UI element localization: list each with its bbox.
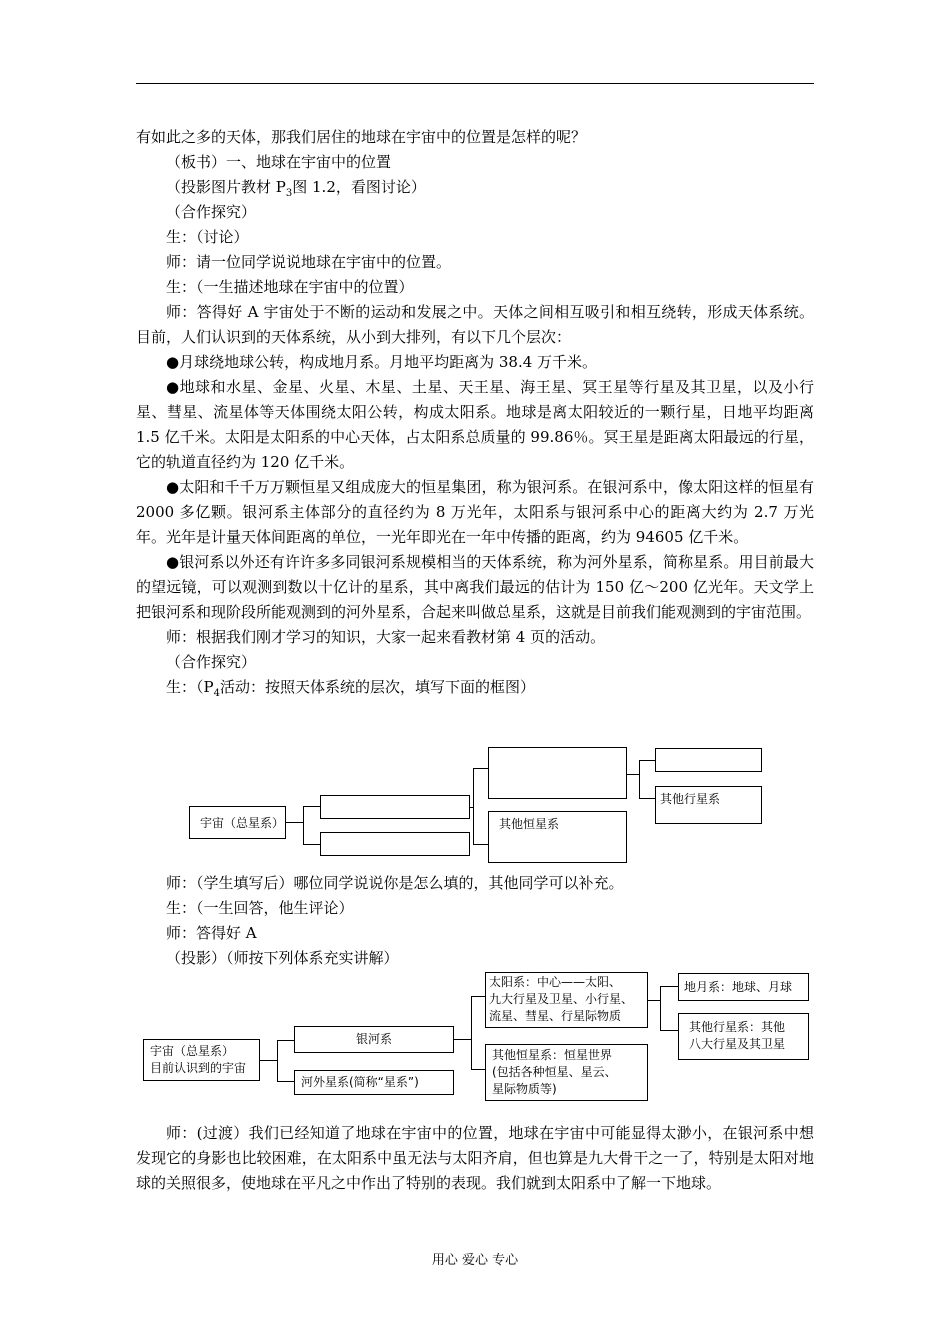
connector-line: [277, 1040, 294, 1041]
blank-box-solar-system: [488, 747, 627, 799]
paragraph: ●月球绕地球公转，构成地月系。月地平均距离为 38.4 万千米。: [166, 353, 598, 371]
solar-system-label: 太阳系：中心——太阳、: [489, 975, 622, 989]
paragraph: 生：（一生描述地球在宇宙中的位置）: [166, 278, 414, 296]
connector-line: [303, 806, 304, 844]
blank-box-earth-moon: [655, 748, 762, 772]
connector-line: [660, 986, 678, 987]
connector-line: [454, 1039, 471, 1040]
connector-line: [660, 1030, 678, 1031]
connector-line: [627, 774, 639, 775]
extragalactic-box: 河外星系(简称“星系”): [294, 1070, 454, 1095]
universe-label: 宇宙（总星系）: [150, 1044, 235, 1058]
connector-line: [260, 1060, 277, 1061]
body-text-mid: [136, 871, 814, 971]
page-footer: 用心 爱心 专心: [431, 1253, 519, 1268]
paragraph: 生：（$P_4$活动：按照天体系统的层次，填写下面的框图）: [166, 678, 535, 699]
universe-box: 宇宙（总星系）: [189, 806, 286, 839]
solar-system-text: 流星、彗星、行星际物质: [489, 1009, 622, 1023]
paragraph: 师：请一位同学说说地球在宇宙中的位置。: [166, 253, 452, 271]
paragraph: （投影图片教材 $P_3$图 1.2，看图讨论）: [166, 178, 426, 199]
paragraph: （投影）（师按下列体系充实讲解）: [166, 949, 399, 967]
other-stars-text: 星际物质等): [492, 1082, 557, 1096]
connector-line: [471, 996, 472, 1069]
galaxy-box: 银河系: [294, 1026, 454, 1053]
solar-system-box: [485, 972, 648, 1028]
other-stars-text: (包括各种恒星、星云、: [492, 1065, 617, 1079]
connector-line: [473, 844, 488, 845]
paragraph: 有如此之多的天体，那我们居住的地球在宇宙中的位置是怎样的呢？: [136, 128, 587, 146]
other-planets-box: 其他行星系: [655, 786, 762, 824]
paragraph: 师：（学生填写后）哪位同学说说你是怎么填的，其他同学可以补充。: [166, 874, 624, 892]
other-planets-text: 八大行星及其卫星: [689, 1037, 786, 1051]
connector-line: [471, 1069, 485, 1070]
solar-system-text: 九大行星及卫星、小行星、: [489, 992, 634, 1006]
body-text-top: [136, 125, 814, 700]
universe-sublabel: 目前认识到的宇宙: [150, 1061, 247, 1075]
paragraph: ●地球和水星、金星、火星、木星、土星、天王星、海王星、冥王星等行星及其卫星，以及小行星、彗星、流星体等天体围绕太阳公转，构成太阳系。地球是离太阳较近的一颗行星，日地平均距离 1.5 亿千米。太阳是太阳系的中心天体，占太阳系总质量的 99.86％。冥王星是距离太阳最远的行星，它的轨道直径约为 120 亿千米。: [136, 378, 814, 471]
body-text-end: [136, 1121, 814, 1196]
connector-line: [286, 822, 303, 823]
connector-line: [639, 760, 640, 798]
other-planets-label: 其他行星系：其他: [689, 1020, 786, 1034]
blank-box-extragalactic: [320, 832, 470, 856]
paragraph: 师：(过渡）我们已经知道了地球在宇宙中的位置，地球在宇宙中可能显得太渺小，在银河系中想发现它的身影也比较困难，在太阳系中虽无法与太阳齐肩，但也算是九大骨干之一了，特别是太阳对地球的关照很多，使地球在平凡之中作出了特别的表现。我们就到太阳系中了解一下地球。: [136, 1124, 814, 1192]
earth-moon-box: 地月系：地球、月球: [678, 973, 809, 1001]
connector-line: [303, 844, 320, 845]
paragraph: （板书）一、地球在宇宙中的位置: [166, 153, 392, 171]
connector-line: [303, 806, 320, 807]
connector-line: [639, 760, 655, 761]
paragraph: ●太阳和千千万万颗恒星又组成庞大的恒星集团，称为银河系。在银河系中，像太阳这样的恒星有 2000 多亿颗。银河系主体部分的直径约为 8 万光年，太阳系与银河系中心的距离大约为 2.7 万光年。光年是计量天体间距离的单位，一光年即光在一年中传播的距离，约为 94605 亿千米。: [136, 478, 814, 546]
connector-line: [277, 1081, 294, 1082]
connector-line: [473, 768, 474, 844]
connector-line: [471, 996, 485, 997]
other-stars-label: 其他恒星系：恒星世界: [492, 1048, 613, 1062]
paragraph: 生：（一生回答，他生评论）: [166, 899, 354, 917]
paragraph: （合作探究）: [166, 653, 257, 671]
paragraph: ●银河系以外还有许许多多同银河系规模相当的天体系统，称为河外星系，简称星系。用目前最大的望远镜，可以观测到数以十亿计的星系，其中离我们最远的估计为 150 亿～200 亿光年。天文学上把银河系和现阶段所能观测到的河外星系，合起来叫做总星系，这就是目前我们能观测到的宇宙范围。: [136, 553, 814, 621]
paragraph: 师：答得好 A 宇宙处于不断的运动和发展之中。天体之间相互吸引和相互绕转，形成天体系统。目前，人们认识到的天体系统，从小到大排列，有以下几个层次：: [136, 303, 814, 346]
connector-line: [648, 1000, 660, 1001]
other-stars-box: [485, 1044, 648, 1101]
connector-line: [277, 1040, 278, 1081]
paragraph: 师：根据我们刚才学习的知识，大家一起来看教材第 4 页的活动。: [166, 628, 606, 646]
connector-line: [473, 768, 488, 769]
blank-box-galaxy: [320, 795, 470, 819]
connector-line: [639, 798, 655, 799]
paragraph: （合作探究）: [166, 203, 257, 221]
connector-line: [660, 986, 661, 1030]
header-rule: [136, 83, 814, 84]
universe-box: [143, 1039, 260, 1081]
other-stars-box: 其他恒星系: [488, 811, 627, 863]
paragraph: 师：答得好 A: [166, 924, 257, 942]
paragraph: 生：（讨论）: [166, 228, 249, 246]
other-planets-box: [678, 1013, 809, 1060]
